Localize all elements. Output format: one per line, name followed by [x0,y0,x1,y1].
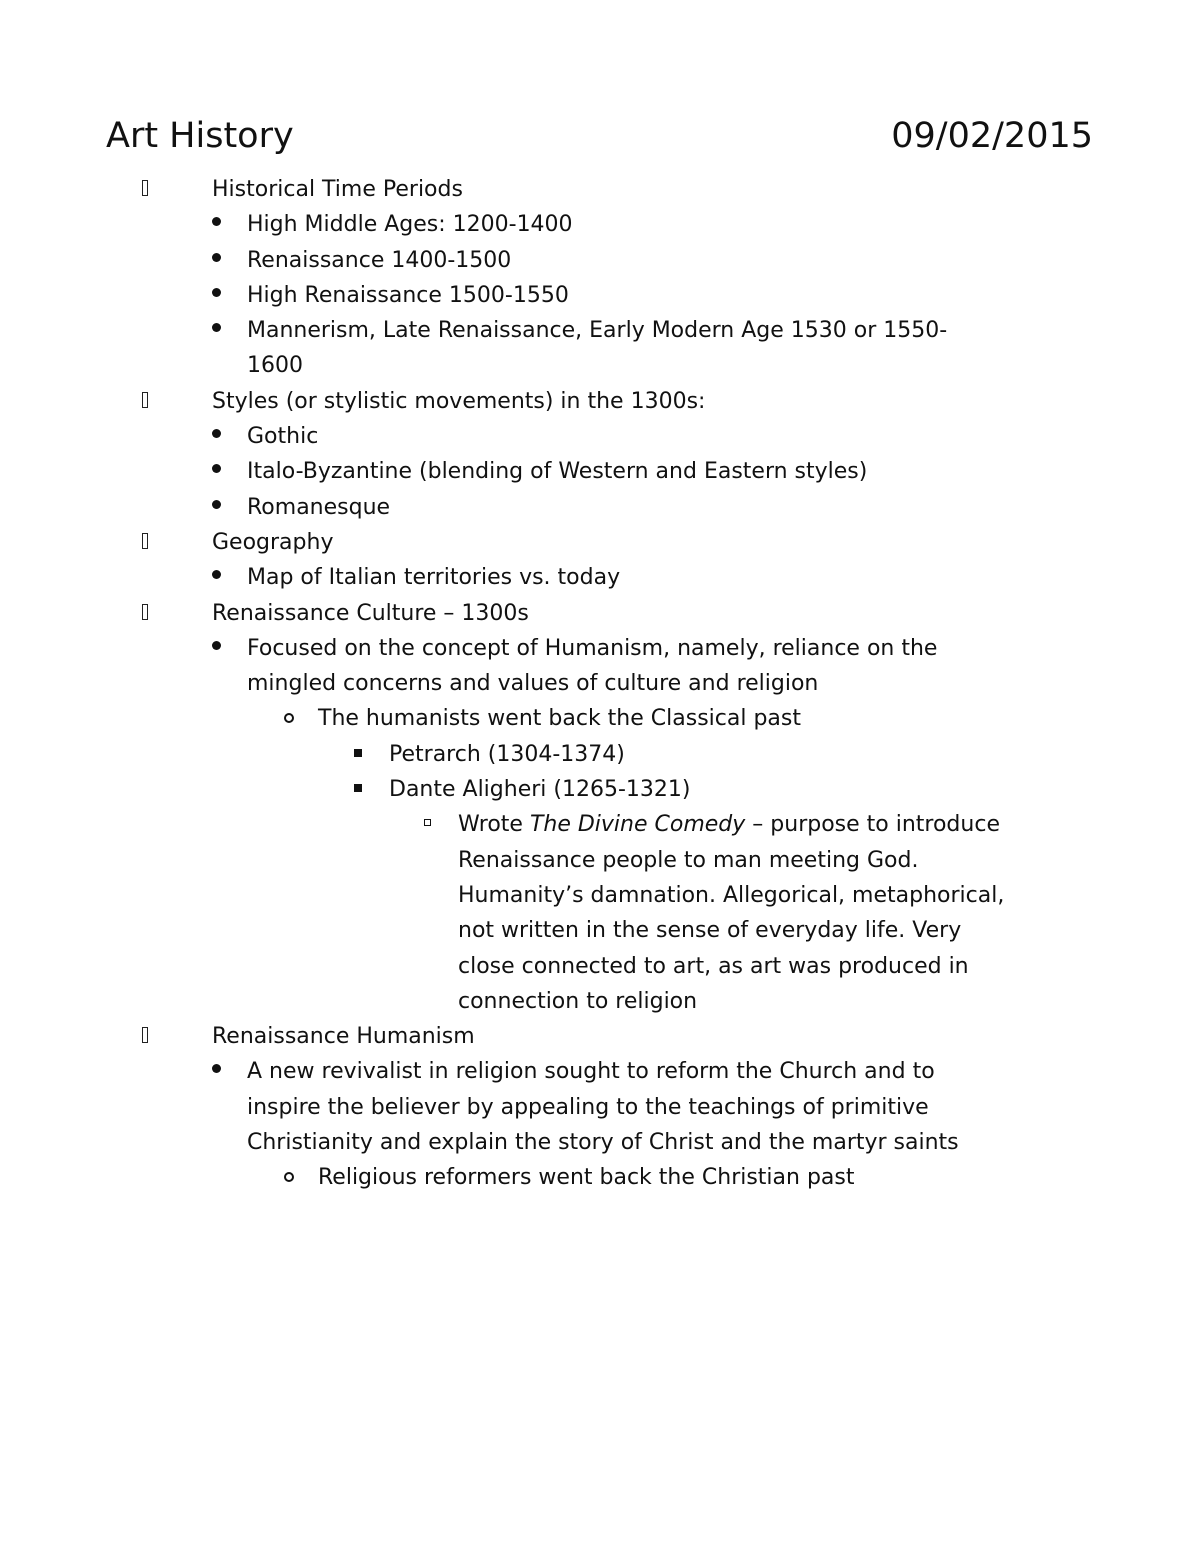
list-item: Map of Italian territories vs. today [0,560,1200,595]
list-item-continuation: Humanity’s damnation. Allegorical, metaphorical, [458,882,1005,908]
bullet-icon [212,288,221,297]
square-bullet-icon [354,749,362,757]
hollow-circle-bullet-icon [284,1172,294,1182]
page-title: Art History [106,116,294,156]
bullet-icon [212,253,221,262]
section-heading: Historical Time Periods [0,172,1200,207]
book-title: The Divine Comedy [529,812,746,838]
bullet-icon [212,323,221,332]
list-item-continuation: inspire the believer by appealing to the teachings of primitive [247,1094,929,1120]
list-item: Renaissance 1400-1500 [0,243,1200,278]
list-item-continuation: Christianity and explain the story of Christ and the martyr saints [247,1130,959,1156]
arrow-bullet-icon [142,1027,152,1045]
notes-outline [0,172,1200,1196]
sub-sub-list-item: Dante Aligheri (1265-1321) [0,772,1200,807]
list-item: High Renaissance 1500-1550 [0,278,1200,313]
list-item-continuation: mingled concerns and values of culture and religion [247,671,819,697]
arrow-bullet-icon [142,392,152,410]
square-bullet-icon [354,784,362,792]
list-item: A new revivalist in religion sought to reform the Church and to [0,1054,1200,1089]
hollow-circle-bullet-icon [284,713,294,723]
bullet-icon [212,570,221,579]
bullet-icon [212,429,221,438]
section-heading: Styles (or stylistic movements) in the 1300s: [0,384,1200,419]
arrow-bullet-icon [142,604,152,622]
bullet-icon [212,464,221,473]
list-item: Romanesque [0,490,1200,525]
list-item-continuation: close connected to art, as art was produced in [458,953,969,979]
list-item: Italo-Byzantine (blending of Western and Eastern styles) [0,454,1200,489]
bullet-icon [212,500,221,509]
page-date: 09/02/2015 [891,116,1093,156]
list-item: Mannerism, Late Renaissance, Early Modern Age 1530 or 1550- [0,313,1200,348]
section-heading: Renaissance Culture – 1300s [0,596,1200,631]
deep-list-item: Wrote The Divine Comedy – purpose to introduce [0,807,1200,842]
sub-sub-list-item: Petrarch (1304-1374) [0,737,1200,772]
arrow-bullet-icon [142,180,152,198]
list-item: Focused on the concept of Humanism, namely, reliance on the [0,631,1200,666]
bullet-icon [212,641,221,650]
bullet-icon [212,1064,221,1073]
section-heading: Geography [0,525,1200,560]
list-item-continuation: Renaissance people to man meeting God. [458,847,919,873]
sub-list-item: The humanists went back the Classical past [0,701,1200,736]
sub-list-item: Religious reformers went back the Christian past [0,1160,1200,1195]
list-item-continuation: 1600 [247,353,303,379]
hollow-square-bullet-icon [424,819,431,826]
arrow-bullet-icon [142,533,152,551]
list-item: High Middle Ages: 1200-1400 [0,207,1200,242]
list-item-continuation: not written in the sense of everyday life. Very [458,918,962,944]
list-item-continuation: connection to religion [458,988,698,1014]
section-heading: Renaissance Humanism [0,1019,1200,1054]
list-item: Gothic [0,419,1200,454]
bullet-icon [212,217,221,226]
